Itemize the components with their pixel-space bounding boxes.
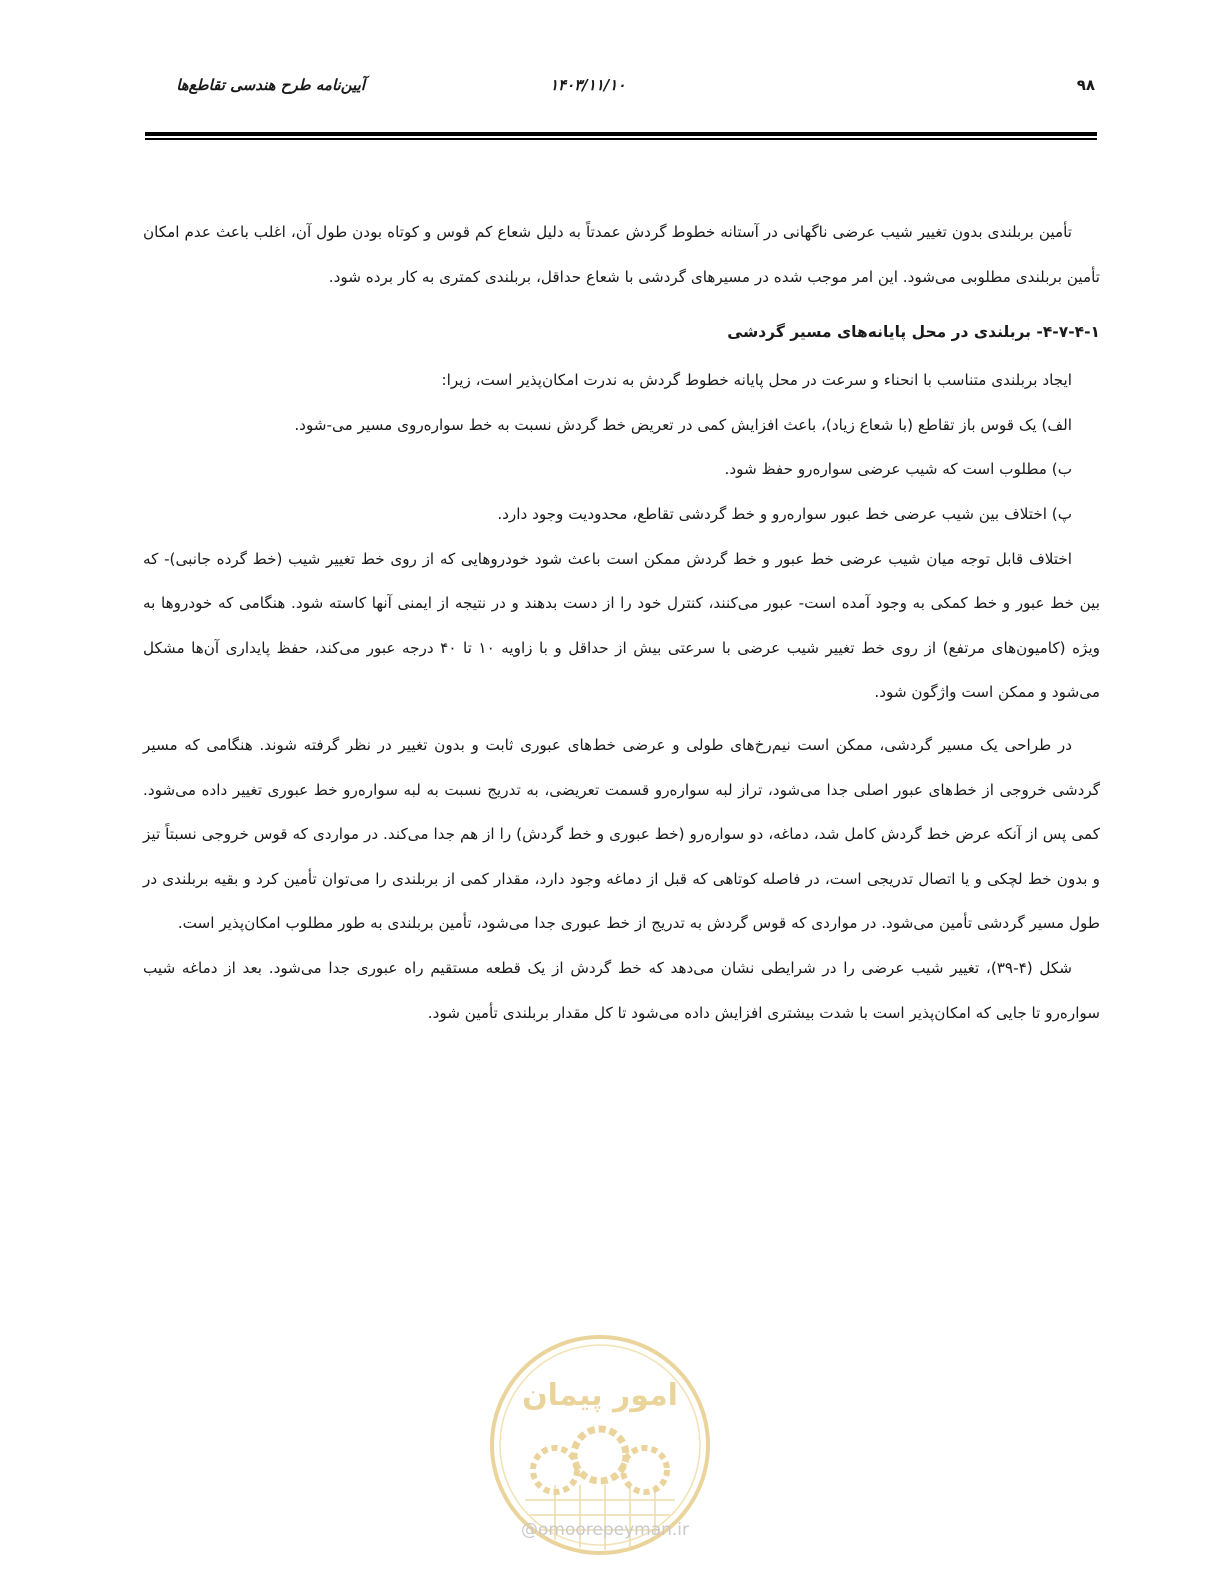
paragraph: شکل (۴-۳۹)، تغییر شیب عرضی را در شرایطی نشان می‌دهد که خط گردش از یک قطعه مستقیم راه عبوری جدا می‌شود. بعد از دماغه شیب سواره‌رو تا جایی که امکان‌پذیر است با شدت بیشتری افزایش داده می‌شود تا کل مقدار بربلندی تأمین شود. bbox=[143, 958, 1100, 1022]
list-item: الف) یک قوس باز تقاطع (با شعاع زیاد)، باعث افزایش کمی در تعریض خط گردش نسبت به خط سواره‌روی مسیر می-شود. bbox=[294, 415, 1072, 434]
page-number: ۹۸ bbox=[1076, 76, 1095, 94]
page-body bbox=[143, 210, 1100, 1035]
watermark-url: @omoorepeyman.ir bbox=[520, 1520, 690, 1540]
page-header bbox=[145, 70, 1095, 106]
header-rule-thin bbox=[145, 138, 1097, 140]
list-item: ب) مطلوب است که شیب عرضی سواره‌رو حفظ شود. bbox=[724, 460, 1072, 479]
header-rule-thick bbox=[145, 132, 1097, 136]
document-date: ۱۴۰۳/۱۱/۱۰ bbox=[550, 76, 626, 94]
paragraph: در طراحی یک مسیر گردشی، ممکن است نیم‌رخ‌های طولی و عرضی خط‌های عبوری ثابت و بدون تغییر در نظر گرفته شوند. هنگامی که مسیر گردشی خروجی از خط‌های عبور اصلی جدا می‌شود، تراز لبه سواره‌رو قسمت تعریضی، به تدریج نسبت به لبه سواره‌رو خط عبوری تغییر داده می‌شود. کمی پس از آنکه عرض خط گردش کامل شد، دماغه، دو سواره‌رو (خط عبوری و خط گردش) را از هم جدا می‌کند. در مواردی که قوس خروجی نسبتاً تیز و بدون خط لچکی و یا اتصال تدریجی است، در فاصله کوتاهی که قبل از دماغه وجود دارد، مقدار کمی از بربلندی را می‌توان تأمین کرد و بقیه بربلندی در طول مسیر گردشی تأمین می‌شود. در مواردی که قوس گردش به تدریج از خط عبوری جدا می‌شود، تأمین بربلندی به طور مطلوب امکان‌پذیر است. bbox=[143, 735, 1100, 933]
paragraph: تأمین بربلندی بدون تغییر شیب عرضی ناگهانی در آستانه خطوط گردش عمدتاً به دلیل شعاع کم قوس و کوتاه بودن طول آن، اغلب باعث عدم امکان تأمین بربلندی مطلوبی می‌شود. این امر موجب شده در مسیرهای گردشی با شعاع حداقل، بربلندی کمتری به کار برده شود. bbox=[143, 223, 1100, 286]
document-title: آیین‌نامه طرح هندسی تقاطع‌ها bbox=[176, 76, 365, 94]
watermark-logo-text: امور پیمان bbox=[522, 1378, 678, 1413]
section-heading: ۴-۷-۴-۱- بربلندی در محل پایانه‌های مسیر گردشی bbox=[727, 323, 1100, 342]
paragraph: ایجاد بربلندی متناسب با انحناء و سرعت در محل پایانه خطوط گردش به ندرت امکان‌پذیر است، زیرا: bbox=[441, 371, 1072, 390]
list-item: پ) اختلاف بین شیب عرضی خط عبور سواره‌رو و خط گردشی تقاطع، محدودیت وجود دارد. bbox=[497, 504, 1072, 523]
paragraph: اختلاف قابل توجه میان شیب عرضی خط عبور و خط گردش ممکن است باعث شود خودروهایی که از روی خط تغییر شیب (خط گرده جانبی)- که بین خط عبور و خط کمکی به وجود آمده است- عبور می‌کنند، کنترل خود را از دست بدهند و در نتیجه از ایمنی آنها کاسته شود. هنگامی که خودروها به ویژه (کامیون‌های مرتفع) از روی خط تغییر شیب عرضی با سرعتی بیش از حداقل و با زاویه ۱۰ تا ۴۰ درجه عبور می‌کند، حفظ پایداری آن‌ها مشکل می‌شود و ممکن است واژگون شود. bbox=[143, 549, 1101, 702]
